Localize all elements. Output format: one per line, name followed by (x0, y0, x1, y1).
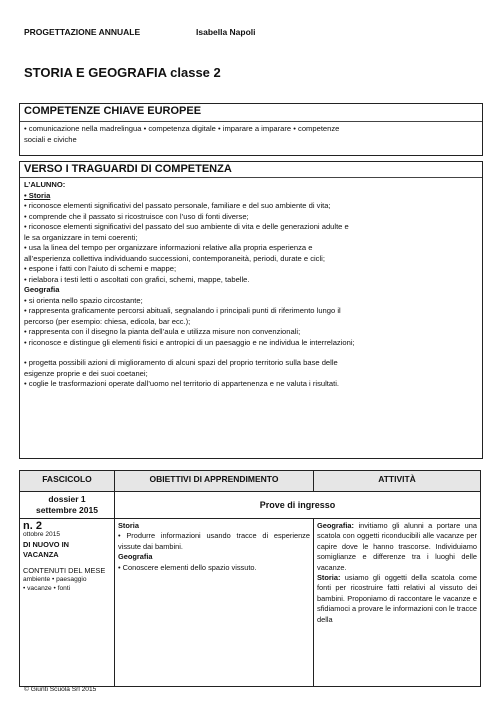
table-row (20, 519, 481, 687)
storia-item: • usa la linea del tempo per organizzare informazioni relative alla propria esperienza e (24, 243, 313, 252)
competenze-line: sociali e civiche (24, 134, 77, 144)
author-name: Isabella Napoli (196, 27, 256, 37)
attivita-storia-label: Storia: (317, 573, 341, 583)
competenze-box (19, 103, 483, 156)
geografia-item: • rappresenta graficamente percorsi abituali, segnalando i principali punti di riferimento lungo il (24, 306, 341, 315)
attivita-geo-text: invitiamo gli alunni a portare una scatola con oggetti riconducibili alle vacanze per capire dove le hanno trascorse. Individuiamo somiglianze e differenze tra i luoghi delle vacanze. (317, 521, 477, 572)
fascicolo-topic: VACANZA (23, 550, 59, 560)
fascicolo-month: ottobre 2015 (23, 531, 61, 539)
extra-item: • coglie le trasformazioni operate dall’uomo nel territorio di appartenenza e ne valuta i risultati. (24, 379, 340, 388)
attivita-storia (317, 573, 477, 625)
project-label: PROGETTAZIONE ANNUALE (24, 27, 141, 37)
page-title: STORIA E GEOGRAFIA classe 2 (24, 65, 221, 80)
storia-item: • rielabora i testi letti o ascoltati con grafici, schemi, mappe, tabelle. (24, 274, 250, 284)
fascicolo-number: n. 2 (23, 520, 42, 532)
attivita-storia-text: usiamo gli oggetti della scatola come fonti per ricostruire fatti relativi al vissuto dei bambini. Proponiamo di raccontare le vacanze e sfidiamoci a provare le informazioni con le tracce della (317, 573, 477, 624)
contenuti-label: CONTENUTI DEL MESE (23, 565, 106, 575)
geografia-label: Geografia (24, 285, 60, 294)
storia-item: all’esperienza collettiva individuando successioni, contemporaneità, periodi, durate e cicli; (24, 253, 325, 263)
header-fascicolo: FASCICOLO (20, 471, 115, 492)
contenuti-items: ambiente • paesaggio (23, 576, 87, 584)
obiettivi-storia-text: • Produrre informazioni usando tracce di esperienze vissute dai bambini. (118, 531, 310, 551)
header-obiettivi: OBIETTIVI DI APPRENDIMENTO (115, 471, 314, 492)
storia-label: • Storia (24, 190, 51, 200)
obiettivi-geo-label: Geografia (118, 552, 153, 562)
alunno-label: L’ALUNNO: (24, 180, 66, 189)
extra-item: • progetta possibili azioni di miglioramento di alcuni spazi del proprio territorio sulla base delle (24, 358, 338, 367)
storia-item: • espone i fatti con l’aiuto di schemi e mappe; (24, 264, 177, 273)
competenze-line: • comunicazione nella madrelingua • competenza digitale • imparare a imparare • competenze (24, 124, 340, 133)
geografia-item: • riconosce e distingue gli elementi fisici e antropici di un paesaggio e ne individua le interrelazioni; (24, 337, 355, 347)
dossier-cell (20, 492, 115, 519)
geografia-item: • rappresenta con il disegno la pianta dell’aula e utilizza misure non convenzionali; (24, 327, 301, 336)
obiettivi-geo-text: • Conoscere elementi dello spazio vissuto. (118, 562, 257, 572)
attivita-cell (314, 519, 481, 687)
geografia-item: • si orienta nello spazio circostante; (24, 295, 143, 305)
fascicolo-cell (20, 519, 115, 687)
attivita-geo (317, 521, 477, 573)
storia-item: • comprende che il passato si ricostruisce con l’uso di fonti diverse; (24, 211, 249, 221)
footer-copyright: © Giunti Scuola Srl 2015 (24, 686, 97, 693)
obiettivi-storia-label: Storia (118, 521, 139, 530)
prove-ingresso: Prove di ingresso (115, 492, 481, 519)
traguardi-heading: VERSO I TRAGUARDI DI COMPETENZA (20, 162, 482, 178)
geografia-item: percorso (per esempio: chiesa, edicola, bar ecc.); (24, 316, 191, 326)
storia-item: • riconosce elementi significativi del passato del suo ambiente di vita e delle generazioni adulte e (24, 222, 349, 231)
extra-item: esigenze proprie e dei suoi coetanei; (24, 368, 148, 378)
fascicolo-topic: DI NUOVO IN (23, 540, 69, 549)
storia-item: • riconosce elementi significativi del passato personale, familiare e del suo ambiente di vita; (24, 201, 331, 210)
traguardi-box (19, 161, 483, 459)
page-header (24, 27, 256, 37)
obiettivi-cell (115, 519, 314, 687)
dossier-number: dossier 1 (48, 494, 86, 504)
contenuti-items: • vacanze • fonti (23, 584, 71, 592)
table-row (20, 492, 481, 519)
dossier-date: settembre 2015 (36, 505, 98, 515)
competenze-heading: COMPETENZE CHIAVE EUROPEE (20, 104, 482, 122)
programming-table (19, 470, 481, 687)
attivita-geo-label: Geografia: (317, 521, 354, 530)
table-header-row (20, 471, 481, 492)
header-attivita: ATTIVITÀ (314, 471, 481, 492)
storia-item: le sa organizzare in temi coerenti; (24, 232, 138, 242)
